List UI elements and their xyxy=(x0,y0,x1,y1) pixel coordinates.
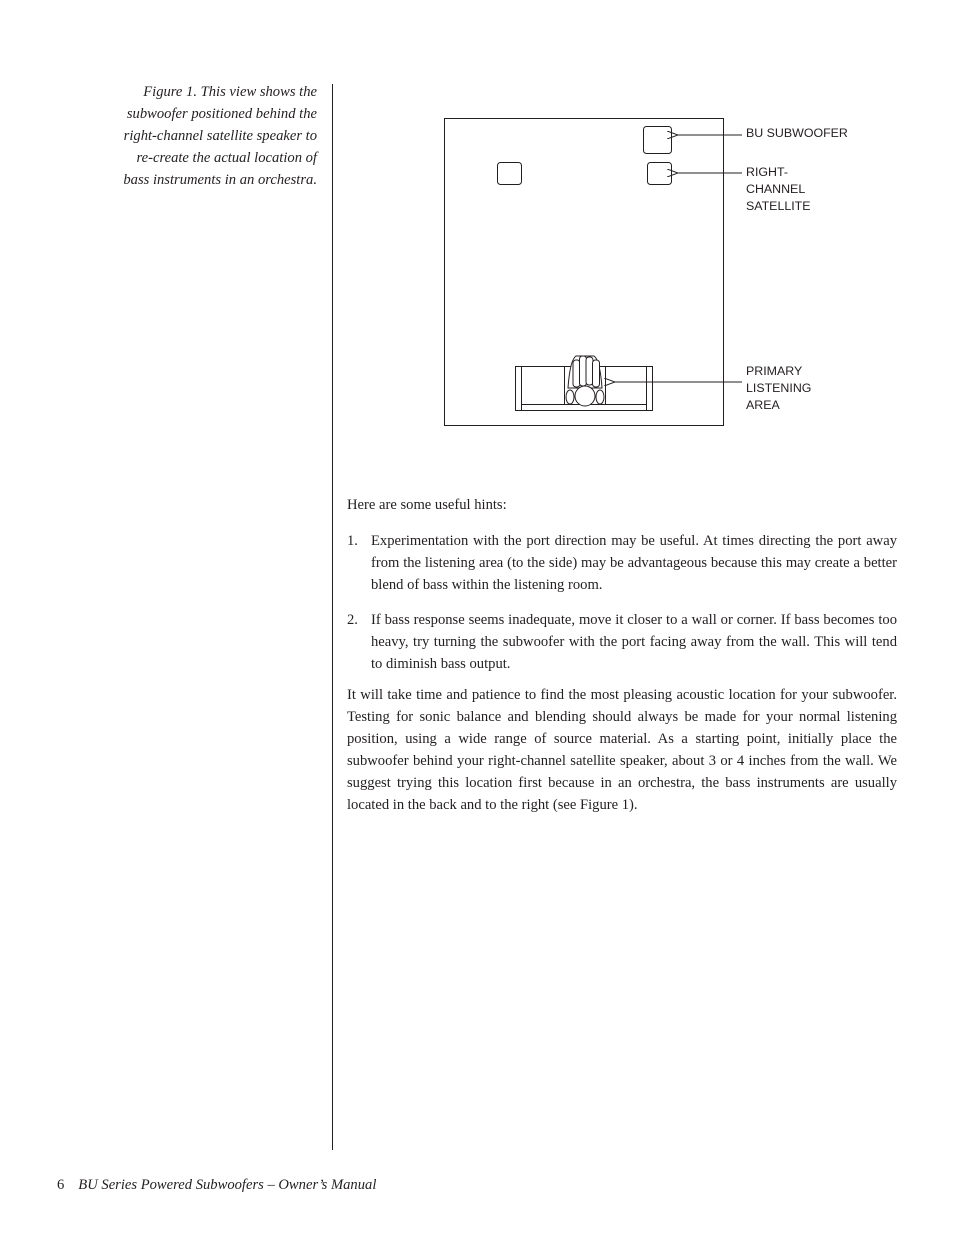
label-line: LISTENING xyxy=(746,381,812,395)
list-number: 2. xyxy=(347,612,358,628)
label-primary-listening-area xyxy=(746,363,811,414)
hints-intro: Here are some useful hints: xyxy=(347,497,507,513)
caption-line: right-channel satellite speaker to xyxy=(123,128,317,144)
label-bu-subwoofer-text: BU SUBWOOFER xyxy=(746,126,848,140)
caption-line: bass instruments in an orchestra. xyxy=(123,172,317,188)
label-line: RIGHT- xyxy=(746,165,788,179)
label-bu-subwoofer xyxy=(746,125,848,142)
left-satellite-speaker xyxy=(498,163,522,185)
column-divider xyxy=(332,84,333,1150)
caption-line: re-create the actual location of xyxy=(136,150,317,166)
page-footer xyxy=(57,1177,376,1194)
label-line: AREA xyxy=(746,398,780,412)
caption-line: subwoofer positioned behind the xyxy=(126,106,317,122)
label-line: SATELLITE xyxy=(746,199,811,213)
figure-caption xyxy=(100,81,317,191)
caption-line: Figure 1. This view shows the xyxy=(143,84,317,100)
list-text: If bass response seems inadequate, move it closer to a wall or corner. If bass becomes too heavy, try turning the subwoofer with the port facing away from the wall. This will tend to diminish bass output. xyxy=(371,612,897,672)
list-text: Experimentation with the port direction may be useful. At times directing the port away from the listening area (to the side) may be advantageous because this may create a better blend of bass within the listening room. xyxy=(371,533,897,593)
label-line: PRIMARY xyxy=(746,364,803,378)
label-right-channel-satellite xyxy=(746,164,811,215)
page-number: 6 xyxy=(57,1177,65,1193)
label-line: CHANNEL xyxy=(746,182,806,196)
list-item xyxy=(347,609,897,675)
subwoofer-box xyxy=(644,127,672,154)
list-number: 1. xyxy=(347,533,358,549)
list-item xyxy=(347,530,897,596)
listener-figure xyxy=(566,356,604,406)
figure-room-diagram xyxy=(440,112,860,437)
document-title: BU Series Powered Subwoofers – Owner’s Manual xyxy=(78,1177,377,1193)
placement-paragraph: It will take time and patience to find the most pleasing acoustic location for your subwoofer. Testing for sonic balance and blending should always be made for your normal listening position, using a wide range of source material. As a starting point, initially place the subwoofer behind your right-channel satellite speaker, about 3 or 4 inches from the wall. We suggest trying this location first because in an orchestra, the bass instruments are usually located in the back and to the right (see Figure 1). xyxy=(347,687,897,813)
right-satellite-speaker xyxy=(648,163,672,185)
